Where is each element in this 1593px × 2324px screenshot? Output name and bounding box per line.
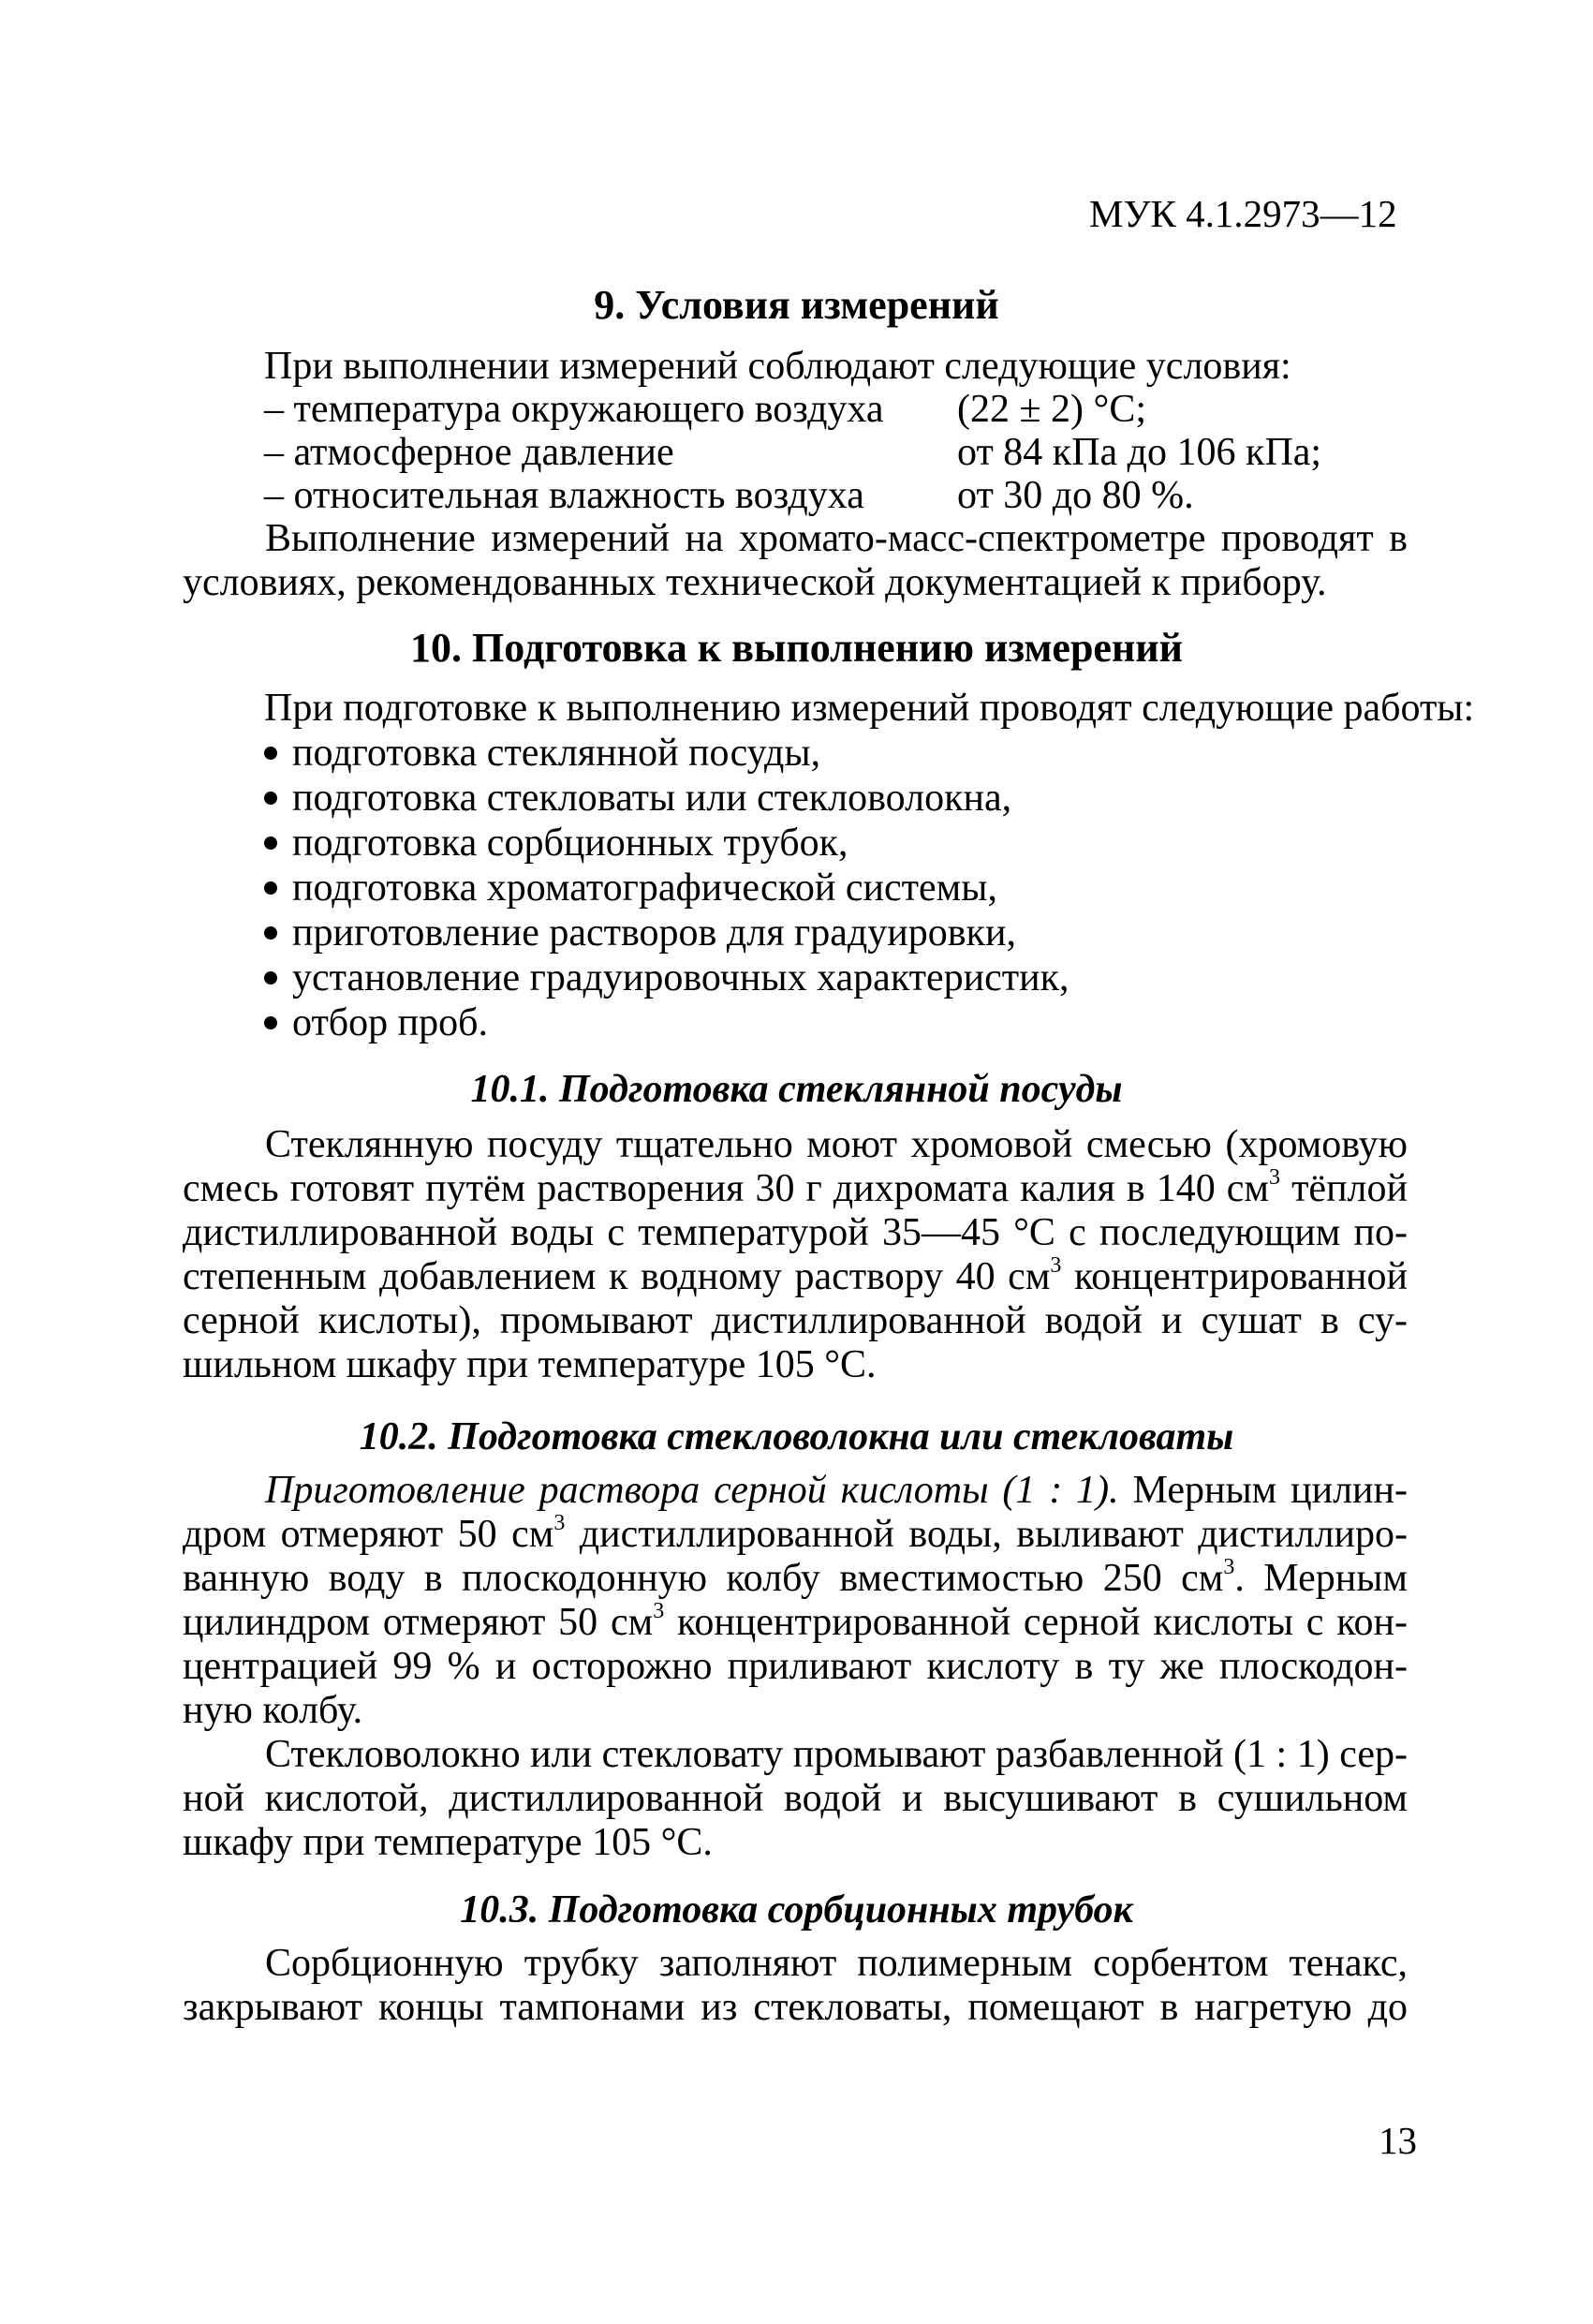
list-item (264, 777, 1011, 821)
condition-name: – температура окружающего воздуха (264, 388, 884, 431)
paragraph-line: шкафу при температуре 105 °С. (183, 1821, 713, 1864)
bullet-icon (264, 836, 277, 850)
paragraph-line: серной кислоты), промывают дистиллированной водой и сушат в су- (183, 1299, 1408, 1342)
list-item-text: приготовление растворов для градуировки, (292, 911, 1016, 955)
superscript: 3 (553, 1511, 566, 1535)
section-9-title: 9. Условия измерений (594, 282, 999, 328)
text-run: . Мерным (1234, 1557, 1408, 1600)
list-item (264, 1001, 488, 1045)
paragraph-line (183, 1255, 1408, 1299)
text-run: дистиллированной воды, выливают дистиллиро- (565, 1513, 1409, 1556)
condition-name: – относительная влажность воздуха (264, 474, 864, 517)
paragraph-line (183, 1513, 1408, 1557)
text-run: степенным добавлением к водному раствору 40 см (183, 1255, 1051, 1298)
condition-value: от 84 кПа до 106 кПа; (957, 431, 1322, 474)
text-run: дром отмеряют 50 см (183, 1513, 554, 1556)
bullet-icon (264, 1016, 277, 1029)
paragraph-line (183, 1601, 1408, 1645)
text-run: Мерным цилин- (1118, 1469, 1408, 1512)
paragraph-line: шильном шкафу при температуре 105 °С. (183, 1343, 877, 1386)
paragraph-line: дистиллированной воды с температурой 35—45 °С с последующим по- (183, 1211, 1408, 1254)
paragraph-line (183, 1167, 1408, 1211)
text-run: смесь готовят путём растворения 30 г дихромата калия в 140 см (183, 1167, 1270, 1210)
list-item-text: установление градуировочных характеристик, (292, 956, 1069, 999)
document-code: МУК 4.1.2973—12 (1089, 192, 1397, 235)
condition-row (264, 474, 1407, 518)
superscript: 3 (1223, 1555, 1235, 1579)
paragraph-line (183, 1557, 1408, 1601)
condition-row (264, 431, 1407, 475)
condition-value: (22 ± 2) °С; (957, 388, 1147, 431)
section-10-intro: При подготовке к выполнению измерений проводят следующие работы: (264, 687, 1475, 730)
page-number: 13 (1379, 2119, 1417, 2162)
paragraph-line: Стекловолокно или стекловату промывают разбавленной (1 : 1) сер- (265, 1733, 1408, 1776)
text-run: цилиндром отмеряют 50 см (183, 1601, 654, 1644)
list-item (264, 822, 848, 866)
text-run: тёплой (1280, 1167, 1408, 1210)
subsection-10-3-paragraph (183, 1942, 1408, 2030)
subsection-10-1-title: 10.1. Подготовка стеклянной посуды (470, 1068, 1123, 1111)
subsection-10-2-title: 10.2. Подготовка стекловолокна или стекловаты (359, 1415, 1234, 1458)
italic-run: Приготовление раствора серной кислоты (1 : 1). (265, 1469, 1119, 1512)
section-9-paragraph (183, 517, 1408, 605)
list-item (264, 866, 997, 910)
bullet-icon (264, 881, 277, 895)
list-item-text: подготовка хроматографической системы, (292, 866, 997, 910)
list-item (264, 911, 1016, 955)
text-run: концентрированной (1061, 1255, 1408, 1298)
paragraph-line: Стеклянную посуду тщательно моют хромовой смесью (хромовую (265, 1123, 1408, 1166)
list-item-text: подготовка стекловаты или стекловолокна, (292, 777, 1012, 820)
list-item (264, 956, 1069, 1000)
paragraph-line: закрывают концы тампонами из стекловаты, помещают в нагретую до (183, 1986, 1408, 2029)
bullet-icon (264, 971, 277, 984)
subsection-10-1-paragraph (183, 1123, 1408, 1387)
bullet-icon (264, 926, 277, 940)
paragraph-line: условиях, рекомендованных технической документацией к прибору. (183, 561, 1327, 604)
condition-row (264, 388, 1407, 432)
condition-value: от 30 до 80 %. (957, 474, 1194, 517)
paragraph-line (183, 1469, 1408, 1513)
subsection-10-2-paragraph (183, 1469, 1408, 1865)
list-item-text: подготовка сорбционных трубок, (292, 822, 848, 865)
paragraph-line: ную колбу. (183, 1689, 363, 1732)
bullet-icon (264, 792, 277, 805)
superscript: 3 (653, 1599, 665, 1623)
paragraph-line: Сорбционную трубку заполняют полимерным сорбентом тенакс, (265, 1942, 1408, 1985)
subsection-10-3-title: 10.3. Подготовка сорбционных трубок (460, 1888, 1133, 1932)
condition-name: – атмосферное давление (264, 431, 674, 474)
list-item (264, 732, 820, 776)
bullet-icon (264, 747, 277, 760)
paragraph-line: ной кислотой, дистиллированной водой и высушивают в сушильном (183, 1777, 1408, 1820)
paragraph-line: Выполнение измерений на хромато-масс-спектрометре проводят в (265, 517, 1408, 560)
section-9-intro: При выполнении измерений соблюдают следующие условия: (264, 345, 1291, 388)
list-item-text: отбор проб. (292, 1001, 489, 1044)
list-item-text: подготовка стеклянной посуды, (292, 732, 821, 775)
superscript: 3 (1269, 1165, 1281, 1190)
section-10-title: 10. Подготовка к выполнению измерений (410, 625, 1183, 671)
paragraph-line: центрацией 99 % и осторожно приливают кислоту в ту же плоскодон- (183, 1645, 1408, 1688)
text-run: концентрированной серной кислоты с кон- (664, 1601, 1408, 1644)
text-run: ванную воду в плоскодонную колбу вместимостью 250 см (183, 1557, 1224, 1600)
superscript: 3 (1050, 1253, 1062, 1278)
